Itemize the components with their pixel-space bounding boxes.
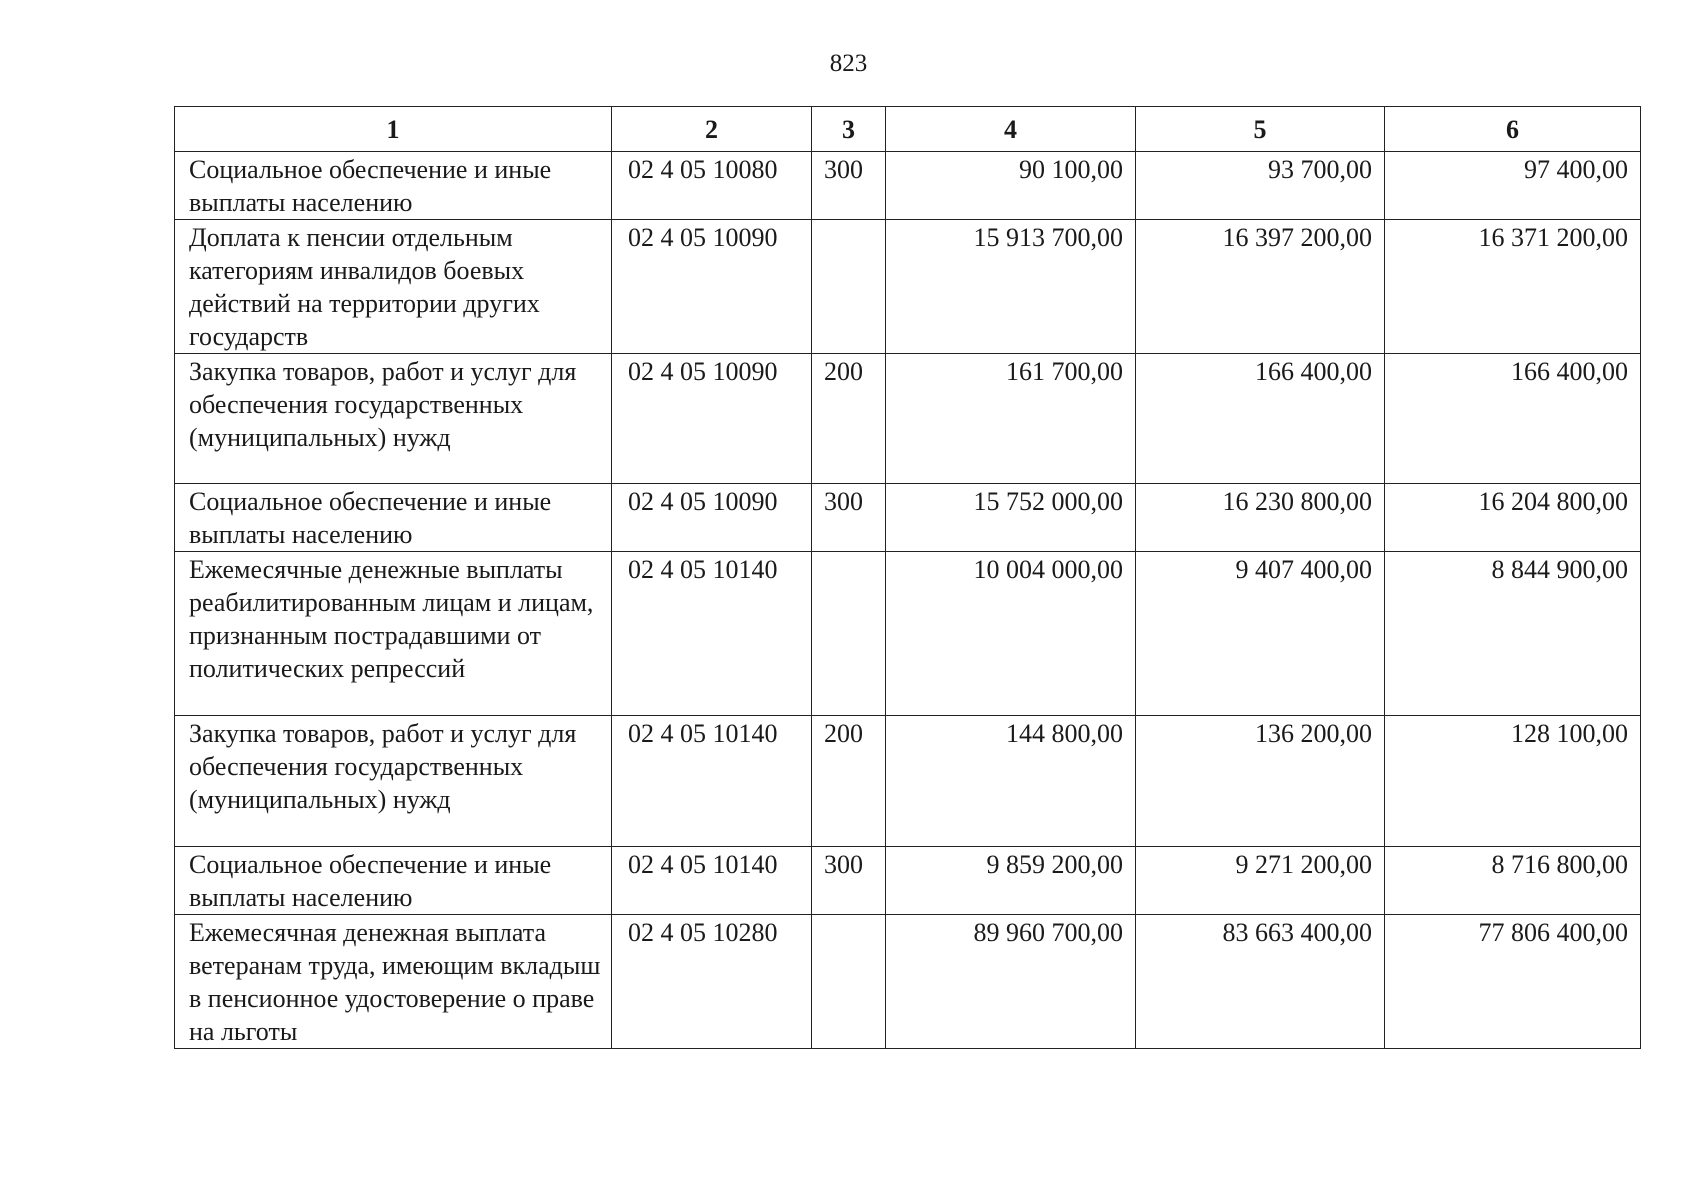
table-header-row	[175, 107, 1641, 152]
row-name-cell: Доплата к пенсии отдельным категориям инвалидов боевых действий на территории других государств	[175, 220, 612, 354]
row-code-cell: 02 4 05 10090	[612, 484, 812, 552]
row-type-cell: 300	[812, 152, 886, 220]
row-code-cell: 02 4 05 10080	[612, 152, 812, 220]
table-row	[175, 552, 1641, 716]
row-sum-cell: 77 806 400,00	[1385, 915, 1641, 1049]
row-type-cell	[812, 915, 886, 1049]
row-sum-cell: 15 913 700,00	[886, 220, 1136, 354]
column-header: 6	[1385, 107, 1641, 152]
row-type-cell	[812, 220, 886, 354]
row-name-cell: Социальное обеспечение и иные выплаты населению	[175, 847, 612, 915]
page-number: 823	[829, 50, 868, 77]
row-sum-cell: 9 859 200,00	[886, 847, 1136, 915]
row-code-cell: 02 4 05 10090	[612, 220, 812, 354]
row-sum-cell: 16 371 200,00	[1385, 220, 1641, 354]
row-sum-cell: 15 752 000,00	[886, 484, 1136, 552]
row-sum-cell: 89 960 700,00	[886, 915, 1136, 1049]
row-sum-cell: 8 716 800,00	[1385, 847, 1641, 915]
row-sum-cell: 166 400,00	[1385, 354, 1641, 484]
row-sum-cell: 166 400,00	[1136, 354, 1385, 484]
budget-table	[174, 106, 1641, 1049]
column-header: 2	[612, 107, 812, 152]
column-header: 5	[1136, 107, 1385, 152]
row-sum-cell: 93 700,00	[1136, 152, 1385, 220]
row-type-cell	[812, 552, 886, 716]
row-sum-cell: 16 204 800,00	[1385, 484, 1641, 552]
table-row	[175, 716, 1641, 847]
row-name-cell: Закупка товаров, работ и услуг для обеспечения государственных (муниципальных) нужд	[175, 716, 612, 847]
row-sum-cell: 9 271 200,00	[1136, 847, 1385, 915]
row-name-cell: Социальное обеспечение и иные выплаты населению	[175, 152, 612, 220]
row-sum-cell: 8 844 900,00	[1385, 552, 1641, 716]
row-sum-cell: 128 100,00	[1385, 716, 1641, 847]
row-sum-cell: 136 200,00	[1136, 716, 1385, 847]
row-type-cell: 300	[812, 847, 886, 915]
row-name-cell: Закупка товаров, работ и услуг для обеспечения государственных (муниципальных) нужд	[175, 354, 612, 484]
row-type-cell: 300	[812, 484, 886, 552]
column-header: 1	[175, 107, 612, 152]
row-code-cell: 02 4 05 10280	[612, 915, 812, 1049]
column-header: 3	[812, 107, 886, 152]
table-row	[175, 484, 1641, 552]
row-code-cell: 02 4 05 10140	[612, 552, 812, 716]
row-sum-cell: 97 400,00	[1385, 152, 1641, 220]
row-sum-cell: 9 407 400,00	[1136, 552, 1385, 716]
row-sum-cell: 161 700,00	[886, 354, 1136, 484]
row-sum-cell: 83 663 400,00	[1136, 915, 1385, 1049]
row-sum-cell: 16 397 200,00	[1136, 220, 1385, 354]
row-sum-cell: 16 230 800,00	[1136, 484, 1385, 552]
row-name-cell: Ежемесячные денежные выплаты реабилитированным лицам и лицам, признанным пострадавшими от политических репрессий	[175, 552, 612, 716]
row-name-cell: Социальное обеспечение и иные выплаты населению	[175, 484, 612, 552]
table-row	[175, 220, 1641, 354]
table-row	[175, 915, 1641, 1049]
row-code-cell: 02 4 05 10140	[612, 847, 812, 915]
column-header: 4	[886, 107, 1136, 152]
table-row	[175, 354, 1641, 484]
table-row	[175, 152, 1641, 220]
row-sum-cell: 144 800,00	[886, 716, 1136, 847]
row-sum-cell: 10 004 000,00	[886, 552, 1136, 716]
row-code-cell: 02 4 05 10090	[612, 354, 812, 484]
row-name-cell: Ежемесячная денежная выплата ветеранам труда, имеющим вкладыш в пенсионное удостоверение о праве на льготы	[175, 915, 612, 1049]
row-code-cell: 02 4 05 10140	[612, 716, 812, 847]
row-type-cell: 200	[812, 354, 886, 484]
row-type-cell: 200	[812, 716, 886, 847]
table-row	[175, 847, 1641, 915]
row-sum-cell: 90 100,00	[886, 152, 1136, 220]
